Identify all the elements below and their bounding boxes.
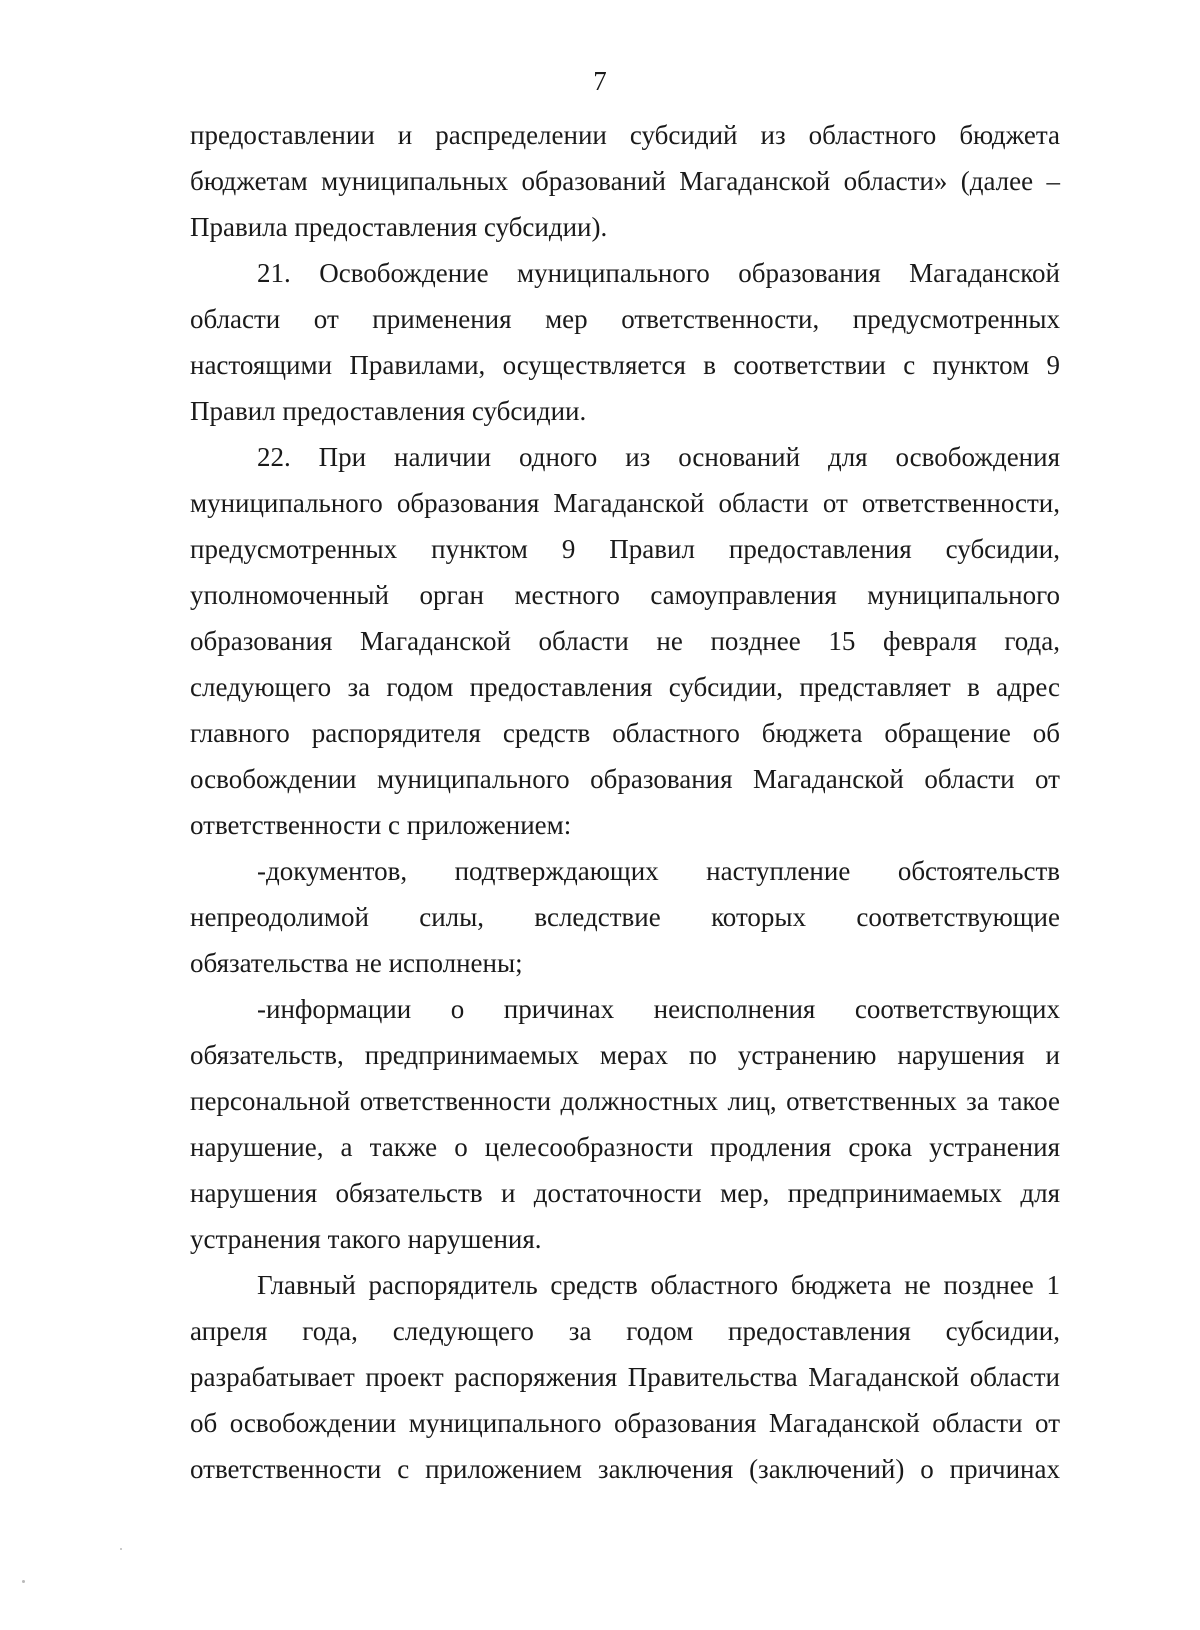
text-line: нарушение, а также о целесообразности продления срока устранения	[190, 1132, 1060, 1162]
text-line: предоставлении и распределении субсидий из областного бюджета	[190, 120, 1060, 150]
text-line: 22. При наличии одного из оснований для освобождения	[257, 442, 1060, 472]
page-number: 7	[593, 66, 607, 96]
text-line: ответственности с приложением заключения (заключений) о причинах	[190, 1454, 1060, 1484]
text-line: области от применения мер ответственности, предусмотренных	[190, 304, 1060, 334]
text-line: образования Магаданской области не позднее 15 февраля года,	[190, 626, 1060, 656]
text-line: нарушения обязательств и достаточности мер, предпринимаемых для	[190, 1178, 1060, 1208]
text-line: уполномоченный орган местного самоуправления муниципального	[190, 580, 1060, 610]
text-line: -информации о причинах неисполнения соответствующих	[257, 994, 1060, 1024]
text-line: апреля года, следующего за годом предоставления субсидии,	[190, 1316, 1060, 1346]
text-line: муниципального образования Магаданской области от ответственности,	[190, 488, 1060, 518]
text-line: бюджетам муниципальных образований Магаданской области» (далее –	[190, 166, 1060, 196]
scan-speck-2	[120, 1548, 122, 1550]
text-line: персональной ответственности должностных лиц, ответственных за такое	[190, 1086, 1060, 1116]
text-line: 21. Освобождение муниципального образования Магаданской	[257, 258, 1060, 288]
text-line: предусмотренных пунктом 9 Правил предоставления субсидии,	[190, 534, 1060, 564]
text-line: -документов, подтверждающих наступление обстоятельств	[257, 856, 1060, 886]
text-line: Правила предоставления субсидии).	[190, 212, 608, 242]
text-line: обязательства не исполнены;	[190, 948, 523, 978]
text-line: устранения такого нарушения.	[190, 1224, 542, 1254]
text-line: настоящими Правилами, осуществляется в соответствии с пунктом 9	[190, 350, 1060, 380]
text-line: непреодолимой силы, вследствие которых соответствующие	[190, 902, 1060, 932]
text-line: главного распорядителя средств областного бюджета обращение об	[190, 718, 1060, 748]
text-line: освобождении муниципального образования Магаданской области от	[190, 764, 1060, 794]
text-line: обязательств, предпринимаемых мерах по устранению нарушения и	[190, 1040, 1060, 1070]
text-line: Главный распорядитель средств областного бюджета не позднее 1	[257, 1270, 1060, 1300]
text-line: ответственности с приложением:	[190, 810, 572, 840]
scan-speck-1	[22, 1580, 25, 1583]
text-line: Правил предоставления субсидии.	[190, 396, 587, 426]
text-line: разрабатывает проект распоряжения Правительства Магаданской области	[190, 1362, 1060, 1392]
text-line: об освобождении муниципального образования Магаданской области от	[190, 1408, 1060, 1438]
text-line: следующего за годом предоставления субсидии, представляет в адрес	[190, 672, 1060, 702]
document-body	[190, 112, 1060, 1492]
